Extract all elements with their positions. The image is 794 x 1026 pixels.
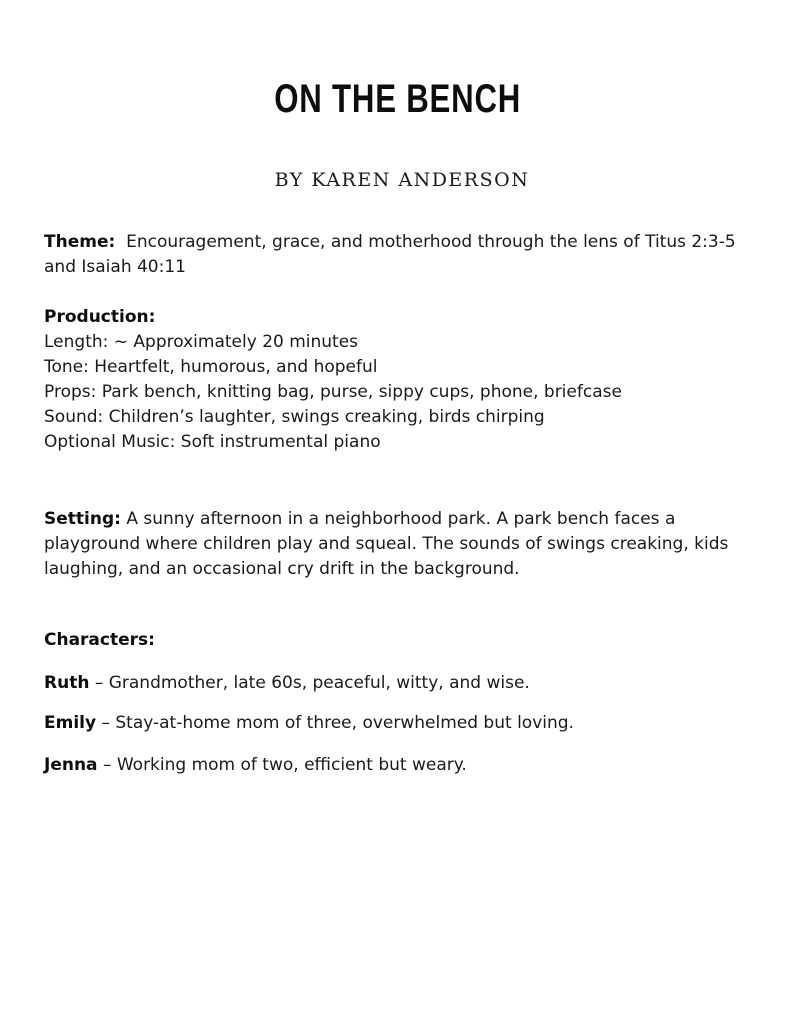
setting-section: [44, 507, 734, 582]
theme-line-1: [44, 230, 734, 255]
setting-line-1: [44, 507, 734, 532]
characters-label: Characters:: [44, 630, 155, 650]
production-tone: Tone: Heartfelt, humorous, and hopeful: [44, 357, 378, 377]
character-name: Jenna: [44, 755, 98, 775]
production-props: Props: Park bench, knitting bag, purse, sippy cups, phone, briefcase: [44, 382, 622, 402]
theme-text-1: Encouragement, grace, and motherhood through the lens of Titus 2:3-5: [126, 232, 736, 252]
character-name: Ruth: [44, 673, 90, 693]
theme-section: [44, 230, 734, 280]
page-title: ON THE BENCH: [274, 77, 522, 121]
character-name: Emily: [44, 713, 97, 733]
character-item: [44, 711, 734, 736]
setting-text-1: A sunny afternoon in a neighborhood park. A park bench faces a: [126, 509, 676, 529]
production-music: Optional Music: Soft instrumental piano: [44, 432, 381, 452]
production-section: [44, 305, 734, 455]
author-byline: BY KAREN ANDERSON: [274, 169, 530, 191]
production-sound: Sound: Children’s laughter, swings creaking, birds chirping: [44, 407, 545, 427]
theme-text-2: and Isaiah 40:11: [44, 257, 186, 277]
character-item: [44, 671, 734, 696]
character-description: – Grandmother, late 60s, peaceful, witty, and wise.: [89, 673, 530, 693]
production-length: Length: ~ Approximately 20 minutes: [44, 332, 359, 352]
setting-text-2: playground where children play and squeal. The sounds of swings creaking, kids: [44, 534, 729, 554]
character-description: – Working mom of two, efficient but weary.: [97, 755, 467, 775]
theme-label: Theme:: [44, 232, 116, 252]
production-label: Production:: [44, 307, 156, 327]
character-description: – Stay-at-home mom of three, overwhelmed but loving.: [96, 713, 574, 733]
character-item: [44, 753, 734, 778]
characters-heading: [44, 628, 734, 653]
setting-label: Setting:: [44, 509, 121, 529]
setting-text-3: laughing, and an occasional cry drift in the background.: [44, 559, 520, 579]
